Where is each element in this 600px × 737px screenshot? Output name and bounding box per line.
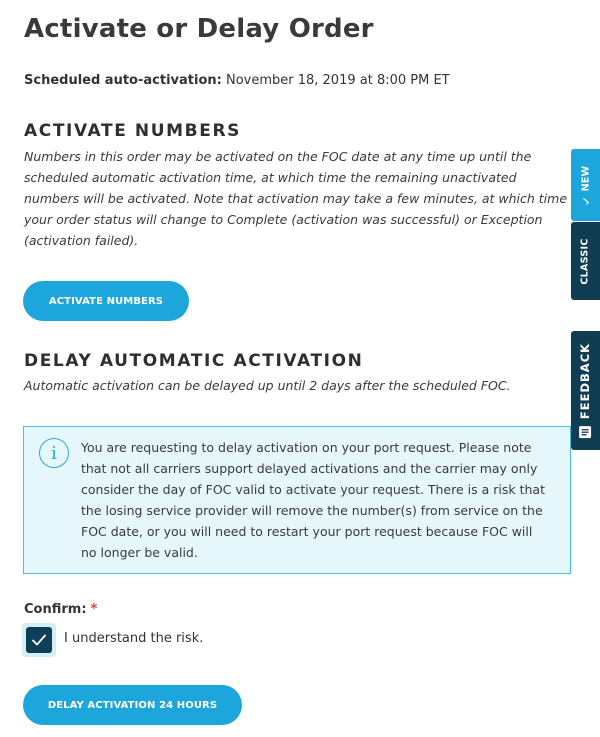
scheduled-value: November 18, 2019 at 8:00 PM ET <box>225 73 450 88</box>
feedback-tab[interactable] <box>571 331 600 450</box>
info-icon: i <box>39 438 69 468</box>
confirm-label-text: Confirm: <box>24 602 87 617</box>
new-tab-label: NEW <box>580 165 592 191</box>
understand-risk-checkbox[interactable] <box>26 627 52 653</box>
feedback-tab-content <box>579 342 593 438</box>
page-title: Activate or Delay Order <box>24 14 374 44</box>
activate-numbers-description: Numbers in this order may be activated on the FOC date at any time up until the scheduled automatic activation time, at which time the remaining unactivated numbers will be activated. Note that activation may take a few minutes, at which time your order status will change to Complete (activation was successful) or Exception (activation failed). <box>24 149 568 248</box>
activate-numbers-heading: ACTIVATE NUMBERS <box>24 121 241 141</box>
scheduled-activation <box>24 73 450 88</box>
checkmark-icon <box>31 632 47 648</box>
classic-ui-tab[interactable] <box>571 222 600 300</box>
checkbox-focus-ring <box>22 623 56 657</box>
info-alert <box>23 426 571 574</box>
feedback-tab-label: FEEDBACK <box>578 342 593 419</box>
understand-risk-label[interactable]: I understand the risk. <box>64 631 204 646</box>
classic-tab-label: CLASSIC <box>580 237 591 285</box>
classic-tab-content <box>580 238 591 284</box>
delay-activation-heading: DELAY AUTOMATIC ACTIVATION <box>24 351 364 371</box>
activate-numbers-button[interactable]: ACTIVATE NUMBERS <box>23 281 189 321</box>
scheduled-label: Scheduled auto-activation: <box>24 73 222 88</box>
required-marker: * <box>90 602 98 617</box>
confirm-label <box>24 602 97 617</box>
delay-activation-description: Automatic activation can be delayed up until 2 days after the scheduled FOC. <box>24 378 511 393</box>
feedback-icon <box>579 425 593 439</box>
info-alert-text: You are requesting to delay activation on your port request. Please note that not all carriers support delayed activations and the carrier may only consider the day of FOC valid to activate your request. There is a risk that the losing service provider will remove the number(s) from service on the FOC date, or you will need to restart your port request because FOC will no longer be valid. <box>81 440 545 560</box>
new-tab-content <box>580 165 591 205</box>
check-arrow-icon <box>582 197 590 205</box>
delay-activation-button[interactable]: DELAY ACTIVATION 24 HOURS <box>23 685 242 725</box>
new-ui-tab[interactable] <box>571 149 600 221</box>
